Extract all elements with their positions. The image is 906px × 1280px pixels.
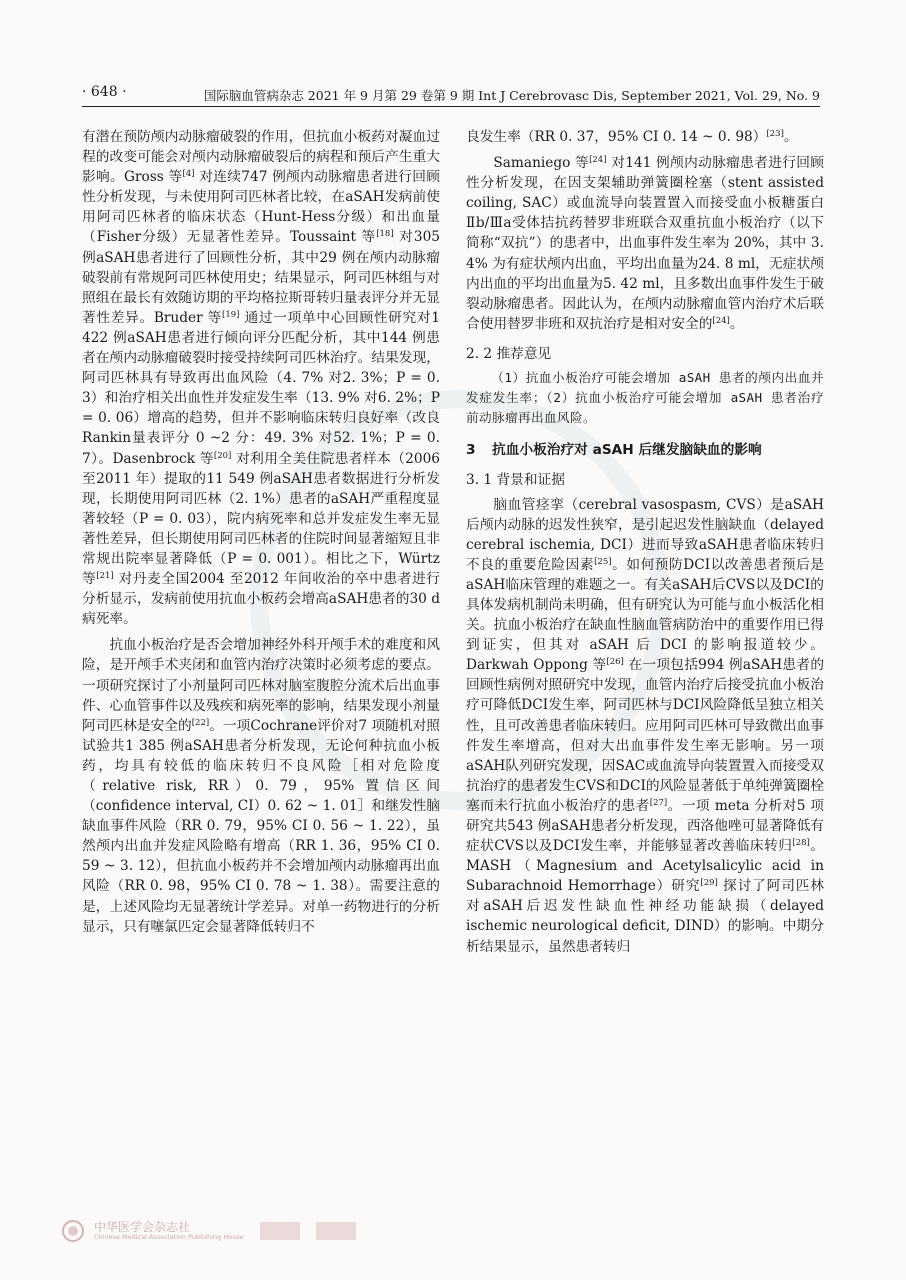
reference[interactable]: [29] (700, 878, 718, 889)
journal-citation: 国际脑血管病杂志 2021 年 9 月第 29 卷第 9 期 Int J Cerebrovasc Dis, September 2021, Vol. 29, No. 9 (203, 88, 820, 103)
publisher-name: 中华医学会杂志社 Chinese Medical Association Publishing House (94, 1220, 244, 1241)
paragraph: 脑血管痉挛（cerebral vasospasm, CVS）是aSAH后颅内动脉的迟发性狭窄，是引起迟发性脑缺血（delayed cerebral ischemia, DCI）进而导致aSAH患者临床转归不良的重要危险因素[25]。如何预防DCI以改善患者预后是aSAH临床管理的难题之一。有关aSAH后CVS以及DCI的具体发病机制尚未明确，但有研究认为可能与血小板活化相关。抗血小板治疗在缺血性脑血管病防治中的重要作用已得到证实，但其对 aSAH 后 DCI 的影响报道较少。Darkwah Oppong 等[26] 在一项包括994 例aSAH患者的回顾性病例对照研究中发现，血管内治疗后接受抗血小板治疗可降低DCI发生率，阿司匹林与DCI风险降低呈独立相关性，且可改善患者临床转归。应用阿司匹林可导致微出血事件发生率增高，但对大出血事件发生率无影响。另一项aSAH队列研究发现，因SAC或血流导向装置置入而接受双抗治疗的患者发生CVS和DCI的风险显著低于单纯弹簧圈栓塞而未行抗血小板治疗的患者[27]。一项 meta 分析对5 项研究共543 例aSAH患者分析发现，西洛他唑可显著降低有症状CVS以及DCI发生率，并能够显著改善临床转归[28]。MASH（Magnesium and Acetylsalicylic acid in Subarachnoid Hemorrhage）研究[29] 探讨了阿司匹林对aSAH后迟发性缺血性神经功能缺损（delayed ischemic neurological deficit, DIND）的影响。中期分析结果显示，虽然患者转归 (466, 496, 825, 955)
reference[interactable]: [19] (222, 309, 240, 320)
reference[interactable]: [25] (594, 556, 612, 567)
reference[interactable]: [24] (712, 315, 730, 326)
paragraph: 抗血小板治疗是否会增加神经外科开颅手术的难度和风险，是开颅手术夹闭和血管内治疗决策时必须考虑的要点。一项研究探讨了小剂量阿司匹林对脑室腹腔分流术后出血事件、心血管事件以及残疾和病死率的影响，结果发现小剂量阿司匹林是安全的[22]。一项Cochrane评价对7 项随机对照试验共1 385 例aSAH患者分析发现，无论何种抗血小板药，均具有较低的临床转归不良风险［相对危险度（relative risk, RR）0. 79，95% 置信区间（confidence interval, CI）0. 62 ~ 1. 01］和继发性脑缺血事件风险（RR 0. 79，95% CI 0. 56 ~ 1. 22），虽然颅内出血并发症风险略有增高（RR 1. 36，95% CI 0. 59 ~ 3. 12），但抗血小板药并不会增加颅内动脉瘤再出血风险（RR 0. 98，95% CI 0. 78 ~ 1. 38）。需要注意的是，上述风险均无显著统计学差异。对单一药物进行的分析显示，只有噻氯匹定会显著降低转归不 (82, 637, 440, 935)
publisher-brand-mark (260, 1222, 300, 1240)
recommendation-block (466, 368, 824, 428)
reference[interactable]: [27] (649, 797, 668, 808)
reference[interactable]: [24] (589, 155, 607, 166)
page-number: · 648 · (82, 84, 127, 100)
paragraph: 良发生率（RR 0. 37，95% CI 0. 14 ~ 0. 98）[23]。 (466, 129, 798, 145)
reference[interactable]: [21] (96, 571, 114, 582)
running-header (82, 84, 820, 107)
reference[interactable]: [28] (792, 838, 810, 849)
section-title: 抗血小板治疗对 aSAH 后继发脑缺血的影响 (492, 442, 762, 459)
recommendation-text: （1）抗血小板治疗可能会增加 aSAH 患者的颅内出血并发症发生率；（2）抗血小板治疗可能会增加 aSAH 患者治疗前动脉瘤再出血风险。 (466, 370, 824, 426)
publisher-footer (62, 1219, 356, 1243)
paragraph: Samaniego 等[24] 对141 例颅内动脉瘤患者进行回顾性分析发现，在因支架辅助弹簧圈栓塞（stent assisted coiling, SAC）或血流导向装置置入而接受血小板糖蛋白Ⅱb/Ⅲa受体拮抗药替罗非班联合双重抗血小板治疗（以下简称“双抗”）的患者中，出血事件发生率为 20%，其中 3. 4% 为有症状颅内出血，平均出血量为24. 8 ml，无症状颅内出血的平均出血量为5. 42 ml，且多数出血事件发生于破裂动脉瘤患者。因此认为，在颅内动脉瘤血管内治疗术后联合使用替罗非班和双抗治疗是相对安全的[24]。 (466, 155, 824, 332)
reference[interactable]: [22] (191, 717, 210, 728)
section-number: 3 (466, 442, 476, 459)
reference[interactable]: [23] (766, 129, 784, 139)
reference[interactable]: [18] (376, 229, 394, 240)
right-column (466, 127, 824, 957)
section-heading-2-2: 2. 2 推荐意见 (466, 345, 552, 362)
paragraph: 有潜在预防颅内动脉瘤破裂的作用，但抗血小板药对凝血过程的改变可能会对颅内动脉瘤破裂后的病程和预后产生重大影响。Gross 等[4] 对连续747 例颅内动脉瘤患者进行回顾性分析发现，与未使用阿司匹林者比较，在aSAH发病前使用阿司匹林者的临床状态（Hunt-Hess分级）和出血量（Fisher分级）无显著性差异。Toussaint 等[18] 对305 例aSAH患者进行了回顾性分析，其中29 例在颅内动脉瘤破裂前有常规阿司匹林使用史；结果显示，阿司匹林组与对照组在最长有效随访期的平均格拉斯哥转归量表评分并无显著性差异。Bruder 等[19] 通过一项单中心回顾性研究对1 422 例aSAH患者进行倾向评分匹配分析，其中144 例患者在颅内动脉瘤破裂时接受持续阿司匹林治疗。结果发现，阿司匹林具有导致再出血风险（4. 7% 对2. 3%；P = 0. 3）和治疗相关出血性并发症发生率（13. 9% 对6. 2%；P = 0. 06）增高的趋势，但并不影响临床转归良好率（改良Rankin量表评分 0 ~2 分：49. 3% 对52. 1%；P = 0. 7）。Dasenbrock 等[20] 对利用全美住院患者样本（2006 至2011 年）提取的11 549 例aSAH患者数据进行分析发现，长期使用阿司匹林（2. 1%）患者的aSAH严重程度显著较轻（P = 0. 03），院内病死率和总并发症发生率无显著性差异，但长期使用阿司匹林者的住院时间显著缩短且非常规出院率显著降低（P = 0. 001）。相比之下，Würtz 等[21] 对丹麦全国2004 至2012 年间收治的卒中患者进行分析显示，发病前使用抗血小板药会增高aSAH患者的30 d病死率。 (82, 129, 441, 628)
publisher-logo-icon (62, 1220, 84, 1242)
section-heading-3-1: 3. 1 背景和证据 (466, 472, 565, 489)
section-heading-3 (466, 440, 824, 460)
left-column (82, 127, 440, 937)
publisher-brand-mark (316, 1222, 356, 1240)
reference[interactable]: [26] (606, 657, 624, 668)
reference[interactable]: [4] (182, 169, 195, 180)
reference[interactable]: [20] (213, 450, 232, 461)
